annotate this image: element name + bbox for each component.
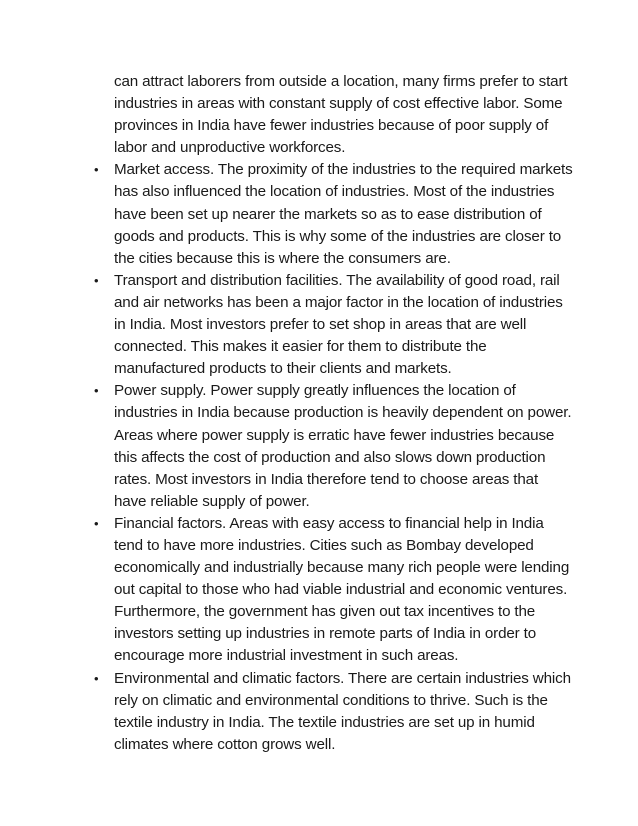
list-item-financial	[94, 513, 574, 668]
continuation-paragraph: can attract laborers from outside a location, many firms prefer to start industries in areas with constant supply of cost effective labor. Some provinces in India have fewer industries because of poor supply of labor and unproductive workforces.	[114, 73, 568, 157]
document-body	[94, 71, 574, 756]
list-item-market-access	[94, 159, 574, 269]
bullet-icon: •	[94, 515, 99, 531]
bullet-icon: •	[94, 383, 99, 399]
list-item-text: Power supply. Power supply greatly influences the location of industries in India because production is heavily dependent on power. Areas where power supply is erratic have fewer industries because this affects the cost of production and also slows down production rates. Most investors in India therefore tend to choose areas that have reliable supply of power.	[114, 382, 572, 510]
bullet-icon: •	[94, 670, 99, 686]
bullet-icon: •	[94, 272, 99, 288]
list-item-text: Environmental and climatic factors. There are certain industries which rely on climatic and environmental conditions to thrive. Such is the textile industry in India. The textile industries are set up in humid climates where cotton grows well.	[114, 669, 571, 753]
list-item-text: Transport and distribution facilities. The availability of good road, rail and air networks has been a major factor in the location of industries in India. Most investors prefer to set shop in areas that are well connected. This makes it easier for them to distribute the manufactured products to their clients and markets.	[114, 271, 563, 378]
list-item-environmental	[94, 668, 574, 756]
list-item-power-supply	[94, 380, 574, 513]
list-item-text: Financial factors. Areas with easy access to financial help in India tend to have more industries. Cities such as Bombay developed economically and industrially because many rich people were lending out capital to those who had viable industrial and economic ventures. Furthermore, the government has given out tax incentives to the investors setting up industries in remote parts of India in order to encourage more industrial investment in such areas.	[114, 514, 570, 665]
bullet-icon: •	[94, 162, 99, 178]
list-item-text: Market access. The proximity of the industries to the required markets has also influenced the location of industries. Most of the industries have been set up nearer the markets so as to ease distribution of goods and products. This is why some of the industries are closer to the cities because this is where the consumers are.	[114, 161, 573, 267]
list-item-transport	[94, 270, 574, 380]
